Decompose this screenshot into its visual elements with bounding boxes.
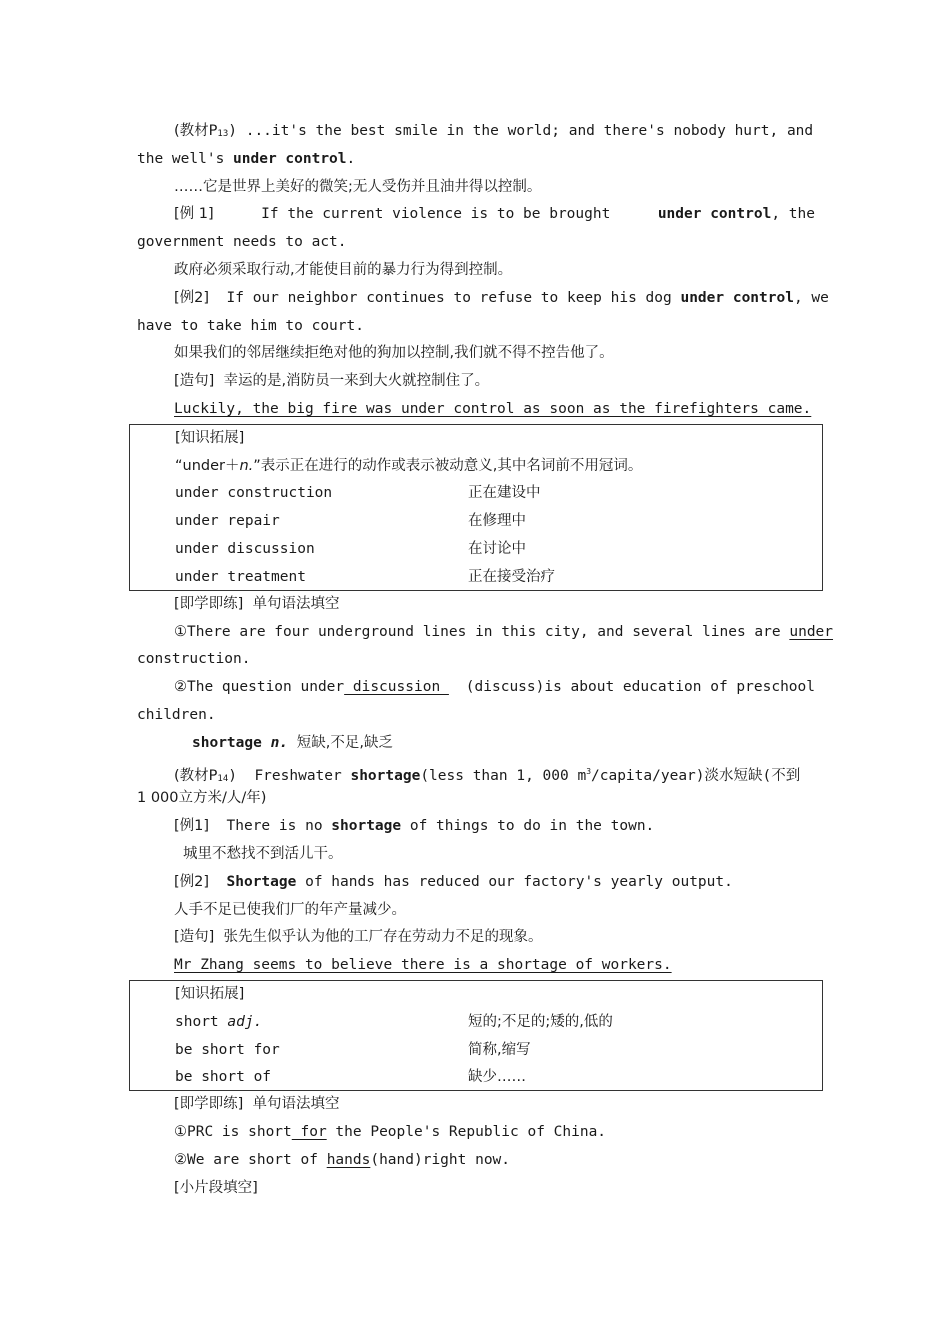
practice-heading (137, 1091, 815, 1119)
document-page (137, 118, 834, 1202)
keyword: under control (680, 289, 794, 306)
exercise-text: ①There are four underground lines in this city, and several lines are (174, 623, 790, 640)
phrase-cn: 缺少…… (468, 1069, 526, 1086)
textbook-quote-cont: 1 000立方米/人/年) (137, 790, 267, 807)
exercise-2-cont: children. (137, 706, 216, 723)
example-2-translation: 如果我们的邻居继续拒绝对他的狗加以控制,我们就不得不控告他了。 (174, 345, 614, 362)
example-2 (137, 285, 829, 313)
part-of-speech: n. (270, 734, 289, 751)
answer-blank: hands (326, 1151, 371, 1168)
desc-text: “under＋ (175, 457, 240, 474)
make-sentence-label: [造句] (174, 929, 215, 946)
make-sentence (137, 368, 815, 396)
make-sentence-label: [造句] (174, 373, 215, 390)
make-sentence-prompt: 张先生似乎认为他的工厂存在劳动力不足的现象。 (223, 929, 543, 946)
example-label: [例 1] (174, 206, 214, 223)
answer-text: Mr Zhang seems to believe there is a shortage of workers. (174, 957, 672, 974)
keyword: under control (657, 206, 772, 223)
desc-pos: n. (239, 457, 254, 474)
practice-title: 单句语法填空 (252, 595, 340, 612)
entry-heading (137, 730, 815, 758)
phrase-en: be short for (175, 1041, 280, 1058)
exercise-text: the People's Republic of China. (326, 1124, 607, 1141)
quote-text: ) ...it's the best smile in the world; and there's nobody hurt, and (228, 123, 814, 139)
example-text: If the current violence is to be brought (261, 206, 611, 223)
box-title: [知识拓展] (175, 985, 245, 1002)
phrase-row (175, 564, 822, 590)
example-1-translation: 政府必须采取行动,才能使目前的暴力行为得到控制。 (174, 261, 513, 278)
phrase-row (175, 536, 822, 564)
headword-meaning: 短缺,不足,缺乏 (296, 734, 393, 751)
example-label: [例2] (174, 289, 210, 306)
superscript: 3 (586, 766, 592, 776)
exercise-2 (137, 674, 815, 702)
phrase-pos: adj. (227, 1013, 263, 1030)
exercise-text: ①PRC is short (174, 1124, 292, 1141)
phrase-row (175, 480, 822, 508)
exercise-1 (137, 619, 834, 647)
quote-text: (less than 1, 000 m (420, 767, 587, 784)
answer-blank: discussion (344, 679, 449, 696)
example-text: There is no (226, 818, 332, 835)
exercise-1-cont: construction. (137, 651, 251, 668)
example-2-cont: have to take him to court. (137, 317, 364, 334)
answer-blank: for (291, 1124, 327, 1141)
exercise-text: ②We are short of (174, 1151, 327, 1168)
phrase-cn: 短的;不足的;矮的,低的 (468, 1013, 613, 1030)
phrase-cn: 在讨论中 (468, 540, 526, 557)
knowledge-extension-box (129, 980, 823, 1091)
keyword: shortage (350, 767, 421, 784)
exercise-1 (137, 1119, 815, 1147)
box-description (175, 453, 822, 481)
headword: shortage (192, 734, 262, 751)
phrase-cn: 正在建设中 (468, 485, 541, 502)
phrase-en: under construction (175, 485, 333, 502)
example-1-translation: 城里不愁找不到活儿干。 (183, 845, 343, 862)
quote-text: the well's (137, 150, 234, 167)
phrase-row (175, 508, 822, 536)
section-heading-next: [小片段填空] (174, 1179, 258, 1196)
source-label: (教材P (174, 123, 218, 139)
make-sentence-answer (137, 952, 815, 980)
exercise-2 (137, 1147, 815, 1175)
source-label: (教材P (174, 767, 218, 784)
quote-translation: ……它是世界上美好的微笑;无人受伤并且油井得以控制。 (174, 178, 542, 195)
example-1 (137, 813, 815, 841)
practice-heading (137, 591, 815, 619)
example-1 (137, 201, 815, 229)
phrase-cn: 在修理中 (468, 513, 526, 530)
phrase-row (175, 1064, 822, 1090)
keyword: under control (233, 150, 347, 167)
box-title: [知识拓展] (175, 429, 245, 446)
phrase-cn: 简称,缩写 (468, 1041, 531, 1058)
example-2-translation: 人手不足已使我们厂的年产量减少。 (174, 901, 406, 918)
make-sentence (137, 924, 815, 952)
example-label: [例2] (174, 873, 210, 890)
example-label: [例1] (174, 818, 210, 835)
page-number: 14 (217, 773, 229, 784)
phrase-en: under treatment (175, 568, 306, 585)
phrase-row (175, 1037, 822, 1065)
answer-blank: under (789, 623, 834, 640)
make-sentence-prompt: 幸运的是,消防员一来到大火就控制住了。 (223, 373, 490, 390)
answer-text: Luckily, the big fire was under control as soon as the firefighters came. (174, 400, 812, 417)
example-1-cont: government needs to act. (137, 234, 347, 251)
example-text: , we (793, 289, 829, 306)
example-2 (137, 869, 815, 897)
practice-label: [即学即练] (174, 1096, 244, 1113)
desc-text: ”表示正在进行的动作或表示被动意义,其中名词前不用冠词。 (253, 457, 643, 474)
phrase-cn: 正在接受治疗 (468, 568, 555, 585)
make-sentence-answer (137, 396, 815, 424)
exercise-text: ②The question under (174, 679, 345, 696)
phrase-en: be short of (175, 1069, 272, 1086)
punct: . (346, 150, 356, 167)
textbook-quote-cont (137, 146, 815, 174)
phrase-en: under repair (175, 513, 280, 530)
example-text: If our neighbor continues to refuse to keep his dog (226, 289, 681, 306)
exercise-text: (discuss)is about education of preschool (465, 679, 815, 696)
phrase-en: short (175, 1013, 228, 1030)
example-text: of hands has reduced our factory's yearly output. (296, 873, 733, 890)
practice-label: [即学即练] (174, 595, 244, 612)
knowledge-extension-box (129, 424, 823, 591)
exercise-text: (hand)right now. (370, 1151, 511, 1168)
keyword: shortage (331, 818, 402, 835)
textbook-quote-line (137, 118, 815, 146)
example-text: of things to do in the town. (401, 818, 655, 835)
practice-title: 单句语法填空 (252, 1096, 340, 1113)
example-text: , the (771, 206, 815, 223)
keyword: Shortage (226, 873, 297, 890)
page-number: 13 (217, 129, 229, 139)
textbook-quote-line (137, 758, 815, 786)
quote-text: ) Freshwater (228, 767, 351, 784)
phrase-row (175, 1009, 822, 1037)
phrase-en: under discussion (175, 540, 315, 557)
quote-text: /capita/year)淡水短缺(不到 (591, 767, 801, 784)
